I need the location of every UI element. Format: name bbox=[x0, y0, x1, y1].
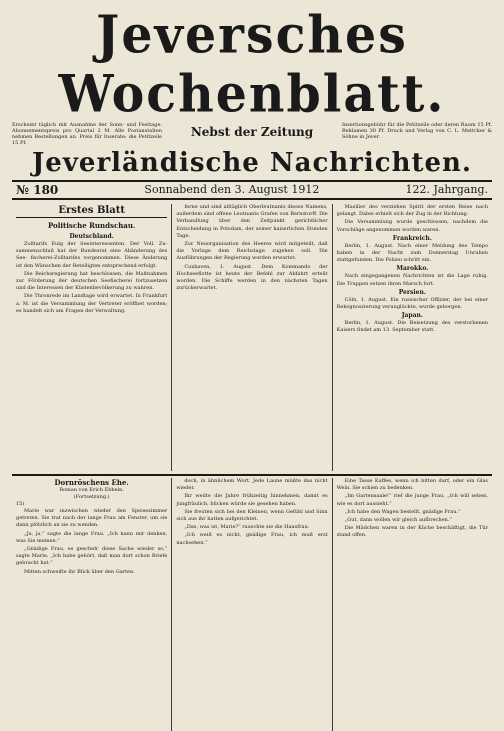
article-paragraph: ferne und sind alltäglich Oberleutnants dieses Namens, außerdem sind offene Leutnants Grafen von Bernstorff. Die Verhandlung über den Zeitpunkt gerichtlicher Entscheidung in Potsdam, der seiner kaiserlichen Stunden Tage. bbox=[176, 204, 328, 239]
article-paragraph: Zolltarifs Eulg der Seeinteressenten. Der Voll. Zu- sammenschluß hat der Bundesrat eine Abänderung des See- fischerei-Zolltarifes vorgenommen. Diese Änderung ist den Wünschen der Beteiligten entsprechend erfolgt. bbox=[16, 241, 168, 269]
novel-paragraph: Mitten schweifte ihr Blick über den Garten. bbox=[24, 568, 135, 575]
feuilleton-divider bbox=[12, 474, 492, 476]
novel-paragraph: „Im Gartensaale!“ rief die junge Frau. „Ich will sehen, wie es dort aussieht.“ bbox=[336, 493, 488, 507]
novel-author: Roman von Erich Ebbein. bbox=[59, 487, 124, 493]
article-paragraph: Cöln, 1. August. Ein russischer Offizier, der bei einer Rekognoszierung verunglückte, wurde geborgen. bbox=[336, 296, 488, 311]
novel-paragraph: „Ich weiß es nicht, gnädige Frau, ich muß erst nachsehen.“ bbox=[176, 532, 328, 546]
article-paragraph: Masilier des verziehen Spirit der ersten Reise nach gelangt. Dabei erhielt sich der Zug in der Richtung. bbox=[336, 204, 488, 218]
article-paragraph: Berlin, 1. August. Nach einer Meldung des Tempo haben in der Nacht zum Donnerstag Unruhen stattgefunden. Die Polizei schritt ein. bbox=[336, 242, 488, 264]
news-column-2 bbox=[171, 204, 331, 471]
subscription-notice: Erscheint täglich mit Ausnahme der Sonn- und Festtage. Abonnementspreis pro Quartal 2 M. Alle Postanstalten nehmen Bestellungen an. Preis für Inserate: die Petitzeile 15 Pf. bbox=[12, 122, 162, 146]
article-paragraph: Die Reichsregierung hat beschlossen, die Maßnahmen zur Förderung der deutschen Seefischerei fortzusetzen und die Interessen der Küstenbevölkerung zu wahren. bbox=[16, 270, 168, 292]
second-title: Jeverländische Nachrichten. bbox=[31, 148, 472, 178]
news-column-3 bbox=[332, 204, 492, 471]
article-paragraph: Die Versammlung wurde geschlossen, nachdem die Vorschläge angenommen worden waren. bbox=[336, 219, 488, 233]
novel-paragraph: Marie war inzwischen wieder den Speisezimmer getreten. Sie trat nach der lange Frau am Fenster, um sie dann plötzlich an sie zu wenden. bbox=[16, 508, 168, 529]
country-heading: Deutschland. bbox=[69, 233, 114, 240]
masthead-supplement: Nebst der Zeitung bbox=[190, 125, 314, 139]
novel-paragraph: doch, in ähnlichem Wort. Jede Laune müßte das nicht wieder. bbox=[176, 478, 328, 492]
issue-date: Sonnabend den 3. August 1912 bbox=[144, 183, 320, 196]
feuilleton-column-1 bbox=[12, 478, 171, 731]
news-columns bbox=[12, 204, 492, 471]
country-heading: Japan. bbox=[401, 312, 423, 320]
article-paragraph: Die Thronrede im Landtage wird erwartet. In Frankfurt a. M. ist die Versammlung der Vertreter eröffnet worden; es handelt sich um Fragen der Verwaltung. bbox=[16, 293, 168, 314]
article-paragraph: Berlin, 1. August. Die Beisetzung des verstorbenen Kaisers findet am 13. September statt. bbox=[336, 320, 488, 334]
novel-title: Dornröschens Ehe. bbox=[54, 478, 129, 487]
novel-paragraph: „Ja, ja,“ sagte die lange Frau. „Ich kann mir denken, was Sie meinen.“ bbox=[16, 530, 168, 544]
article-paragraph: Zur Neuorganisation des Heeres wird mitgeteilt, daß die Vorlage dem Reichstage zugehen soll. Die Ausführungen der Regierung werden erwartet. bbox=[176, 241, 328, 262]
country-heading: Persien. bbox=[398, 288, 426, 296]
issue-volume: 122. Jahrgang. bbox=[405, 183, 488, 196]
advertising-notice: Insertionsgebühr für die Petitzeile oder deren Raum 15 Pf. Reklamen 30 Pf. Druck und Verlag von C. L. Mettcker & Söhne in Jever. bbox=[342, 122, 492, 140]
novel-paragraph: Sie freuten sich bei den Kleinen, wenn Gefühl und Sinn sich aus ihr hatten aufgerichtet. bbox=[176, 508, 328, 523]
column-heading: Erstes Blatt bbox=[16, 204, 167, 218]
issue-bar bbox=[12, 180, 492, 200]
feuilleton-section bbox=[12, 478, 492, 731]
novel-paragraph: „Gut, dann wollen wir gleich aufbrechen.“ bbox=[344, 517, 452, 524]
feuilleton-column-3 bbox=[332, 478, 492, 731]
country-heading: Marokko. bbox=[396, 265, 429, 273]
section-heading: Politische Rundschau. bbox=[47, 221, 136, 230]
novel-paragraph: Eine Tasse Kaffee, wenn ich bitten darf, oder ein Glas Wein. Sie schien zu bedenken. bbox=[336, 478, 488, 492]
installment-number: 15) bbox=[16, 501, 25, 507]
issue-number: № 180 bbox=[16, 183, 59, 197]
novel-paragraph: Die Mädchen waren in der Küche beschäftigt, die Tür stand offen. bbox=[336, 525, 488, 539]
novel-paragraph: „Ich habe den Wagen bestellt, gnädige Frau.“ bbox=[344, 508, 461, 515]
feuilleton-column-2 bbox=[171, 478, 331, 731]
article-paragraph: Cuxhaven, 1. August. Dem Kommando der Hochseeflotte ist heute der Befehl zur Abfahrt erteilt worden. Die Schiffe werden in den nächsten Tagen zurückerwartet. bbox=[176, 263, 328, 292]
article-paragraph: Nach eingegangenen Nachrichten ist die Lage ruhig. Die Truppen setzen ihren Marsch fort. bbox=[336, 273, 488, 287]
news-column-1 bbox=[12, 204, 171, 471]
masthead-subhead bbox=[12, 122, 492, 146]
masthead-title: Jeversches Wochenblatt. bbox=[58, 4, 446, 125]
novel-continuation-note: (Fortsetzung.) bbox=[73, 494, 110, 500]
novel-paragraph: „Das, was ist, Marie?“ rauschte sie die Hausfrau. bbox=[184, 524, 310, 531]
novel-paragraph: Ihr weilte die Jahre frühzeitig hinnehmen, damit es jungfräulich, blicken würde sie gesehen haben. bbox=[176, 493, 328, 507]
novel-paragraph: „Gnädige Frau, es gescheh' diese Sache wieder so,“ sagte Marie. „Ich habe gehört, daß man dort schon Briefe gebracht hat.“ bbox=[16, 546, 168, 567]
country-heading: Frankreich. bbox=[392, 234, 432, 242]
